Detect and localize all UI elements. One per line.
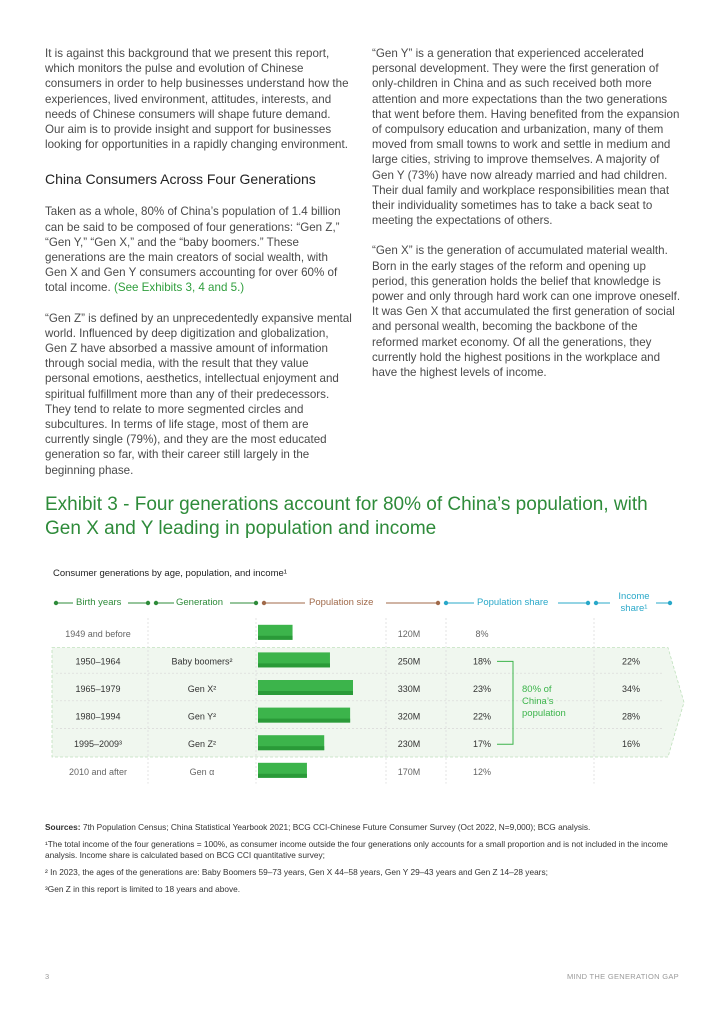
generations-text: Taken as a whole, 80% of China’s population of 1.4 billion can be said to be composed of four generations: “Gen Z,” “Gen Y,” “Gen X,” and the “baby boomers.” These generations are the main creators of social wealth, with Gen X and Gen Y consumers accounting for over 60% of total income. — [45, 205, 341, 295]
header-generation: Generation — [176, 597, 224, 608]
population-bar-shade — [258, 719, 350, 723]
right-text-column — [372, 46, 682, 395]
header-dot — [254, 601, 258, 605]
income-share-cell: 22% — [621, 656, 641, 667]
birth-years-cell: 1950–1964 — [75, 656, 121, 667]
exhibits-link[interactable]: (See Exhibits 3, 4 and 5.) — [113, 281, 245, 295]
footnote-1: ¹The total income of the four generations = 100%, as consumer income outside the four generations only accounts for a small proportion and is not included in the income analysis. Income share is calculated based on BCG CCI quantitative survey; — [45, 839, 668, 860]
generations-paragraph — [45, 204, 353, 295]
population-share-cell: 17% — [472, 739, 492, 750]
generation-cell: Baby boomers² — [171, 656, 233, 667]
generation-cell: Gen X² — [187, 684, 217, 694]
birth-years-cell: 1995–2009³ — [73, 739, 123, 750]
footnote-2: ² In 2023, the ages of the generations are: Baby Boomers 59–73 years, Gen X 44–58 years, Gen Y 29–43 years and Gen Z 14–28 years; — [45, 867, 548, 877]
header-dot — [668, 601, 672, 605]
population-bar-shade — [258, 636, 293, 640]
generation-cell: Gen Y² — [187, 711, 217, 722]
highlight-band — [52, 648, 684, 757]
chart-subtitle: Consumer generations by age, population, and income¹ — [53, 568, 287, 579]
intro-paragraph: It is against this background that we present this report, which monitors the pulse and evolution of Chinese consumers in order to help businesses understand how the experiences, lived environment, attitudes, interests, and needs of Chinese consumers will shape future demand. Our aim is to provide insight and support for businesses looking for opportunities in a rapidly changing environment. — [45, 47, 349, 152]
running-title: MIND THE GENERATION GAP — [566, 972, 679, 981]
birth-years-cell: 1980–1994 — [75, 711, 121, 722]
income-share-cell: 28% — [621, 711, 641, 722]
footnotes — [45, 822, 685, 901]
population-bar-shade — [258, 663, 330, 667]
bracket-label-line2: China’s — [522, 696, 554, 707]
generation-cell: Gen Z² — [187, 739, 217, 750]
header-birth-years: Birth years — [76, 597, 122, 608]
gen-z-paragraph: “Gen Z” is defined by an unprecedentedly expansive mental world. Influenced by deep digitization and globalization, Gen Z have absorbed a massive amount of information through social media, with the result that they value personal emotions, aesthetics, intellectual enjoyment and spiritual fulfillment more than any of their predecessors. They tend to relate to more segmented circles and subcultures. In terms of life stage, most of them are currently single (79%), and they are the most educated generation so far, with their career still largely in the beginning phase. — [45, 311, 352, 477]
generation-cell: Gen α — [189, 766, 215, 777]
population-size-cell: 320M — [397, 711, 421, 722]
section-heading: China Consumers Across Four Generations — [45, 171, 316, 188]
left-text-column — [45, 46, 353, 493]
exhibit-title: Exhibit 3 - Four generations account for 80% of China’s population, with Gen X and Y leading in population and income — [45, 494, 648, 539]
population-share-cell: 18% — [472, 656, 492, 667]
population-bar-shade — [258, 774, 307, 778]
birth-years-cell: 1949 and before — [65, 628, 131, 639]
header-income-share-line2: share¹ — [620, 603, 648, 614]
population-size-cell: 170M — [397, 766, 421, 777]
income-share-cell: 16% — [621, 739, 641, 750]
header-population-share: Population share — [477, 597, 549, 608]
population-size-cell: 120M — [397, 628, 421, 639]
bracket-label-line1: 80% of — [522, 684, 552, 695]
page-number: 3 — [45, 972, 50, 981]
population-bar-shade — [258, 691, 353, 695]
gen-y-paragraph: “Gen Y” is a generation that experienced accelerated personal development. They were the first generation of only-children in China and as such received both more attention and more expectations than the two generations that went before them. Having benefited from the expansion of compulsory education and urbanization, many of them moved from small towns to work and settle in medium and large cities, striving to improve themselves. A majority of Gen Y (73%) have now already married and had children. Their dual family and workplace responsibilities mean that their individuality sometimes has to take a back seat to meeting the expectations of others. — [372, 47, 680, 228]
sources-label: Sources: — [45, 822, 81, 832]
population-bar-shade — [258, 746, 324, 750]
header-dot — [586, 601, 590, 605]
population-size-cell: 250M — [397, 656, 421, 667]
population-share-cell: 12% — [472, 766, 492, 777]
sources-note — [45, 822, 685, 833]
bracket-label — [522, 684, 566, 720]
gen-x-paragraph: “Gen X” is the generation of accumulated material wealth. Born in the early stages of the reform and opening up period, this generation holds the belief that knowledge is power and only through hard work can one improve oneself. It was Gen X that accumulated the first generation of social and personal wealth, becoming the backbone of the reformed market economy. Of all the generations, they currently hold the highest positions in the workplace and have the highest levels of income. — [372, 244, 681, 380]
population-share-cell: 8% — [475, 628, 489, 639]
birth-years-cell: 2010 and after — [68, 766, 128, 777]
bracket-label-line3: population — [522, 708, 566, 719]
population-share-cell: 23% — [472, 684, 492, 694]
header-dot — [146, 601, 150, 605]
generation-table-chart — [0, 612, 724, 812]
sources-text: 7th Population Census; China Statistical Yearbook 2021; BCG CCI-Chinese Future Consumer Survey (Oct 2022, N=9,000); BCG analysis. — [82, 822, 591, 832]
population-share-cell: 22% — [472, 711, 492, 722]
footnote-3: ³Gen Z in this report is limited to 18 years and above. — [45, 884, 241, 894]
birth-years-cell: 1965–1979 — [75, 684, 121, 694]
population-size-cell: 230M — [397, 739, 421, 750]
income-share-cell: 34% — [621, 684, 641, 694]
header-population-size: Population size — [309, 597, 374, 608]
population-size-cell: 330M — [397, 684, 421, 694]
header-income-share-line1: Income — [618, 591, 650, 602]
header-dot — [436, 601, 440, 605]
